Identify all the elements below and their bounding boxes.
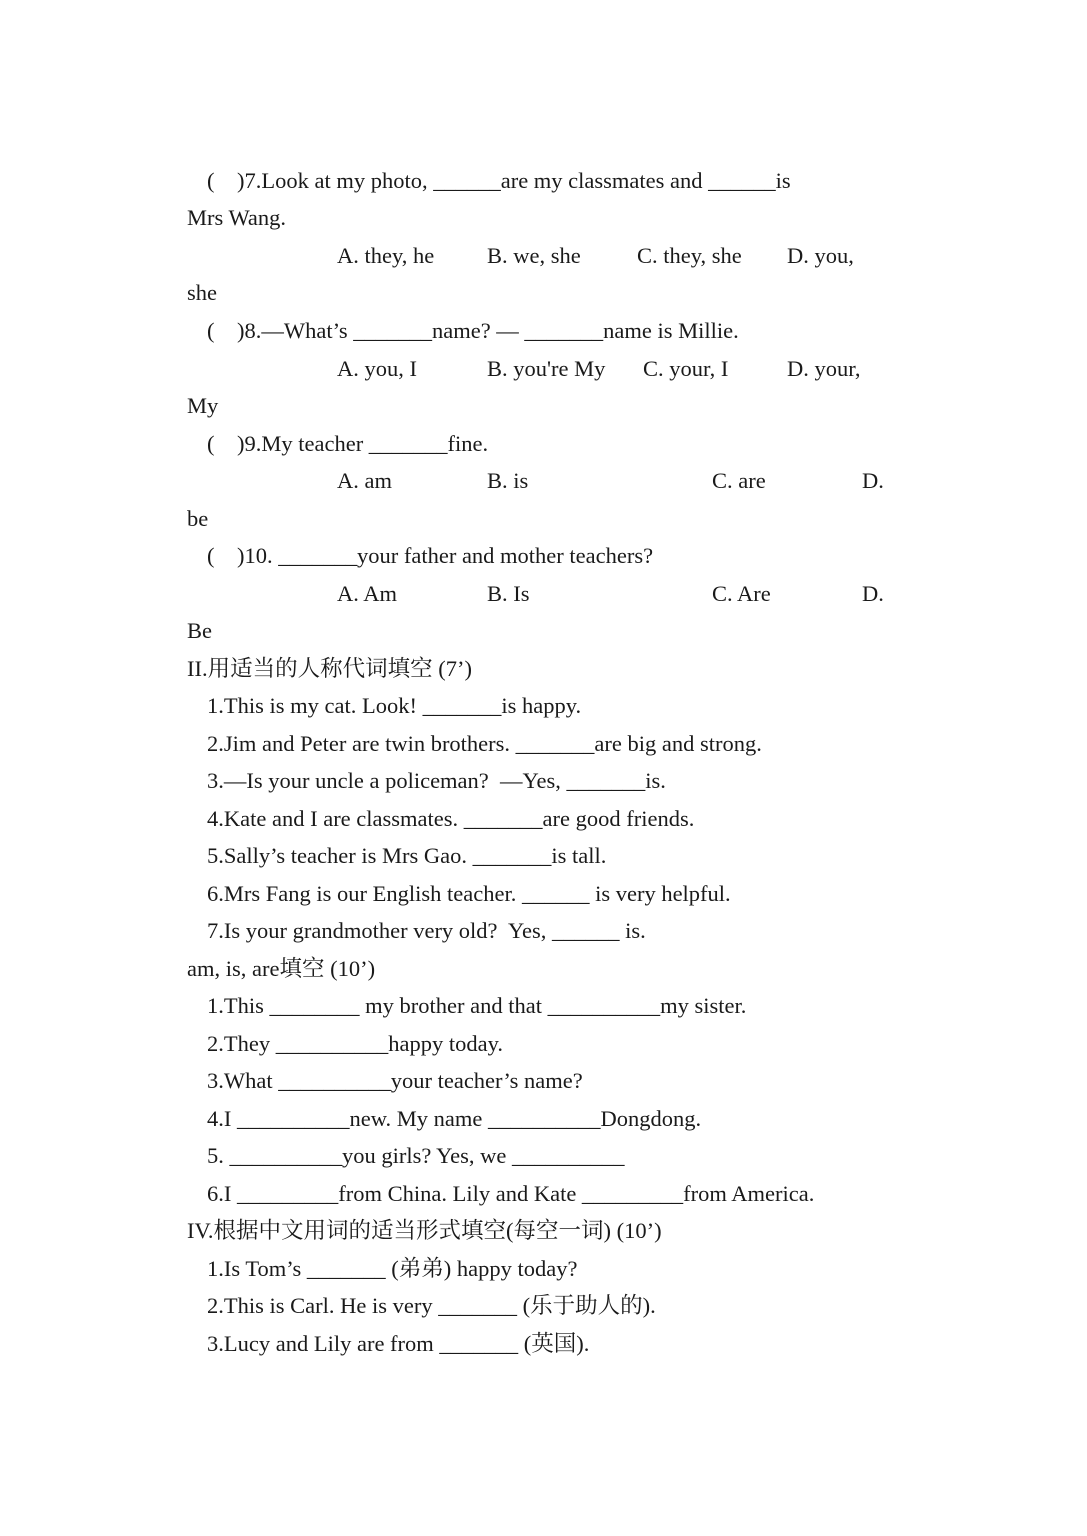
question-10-stem: ( )10. _______your father and mother teachers?	[207, 543, 654, 568]
question-7-option-b: B. we, she	[487, 243, 581, 268]
question-8-stem: ( )8.—What’s _______name? — _______name is Millie.	[207, 318, 739, 343]
section-2-title: II.用适当的人称代词填空 (7’)	[187, 656, 472, 681]
question-7-stem: ( )7.Look at my photo, ______are my classmates and ______is	[207, 168, 791, 193]
section-2-item-6: 6.Mrs Fang is our English teacher. ______ is very helpful.	[207, 881, 731, 906]
question-8-option-d: D. your,	[787, 356, 861, 381]
question-10-option-a: A. Am	[337, 581, 398, 606]
section-2-item-7: 7.Is your grandmother very old? Yes, ______ is.	[207, 918, 646, 943]
question-7-option-d: D. you,	[787, 243, 854, 268]
section-4-item-2: 2.This is Carl. He is very _______ (乐于助人的).	[207, 1293, 656, 1318]
question-10-option-cont: Be	[187, 618, 212, 643]
question-10-option-b: B. Is	[487, 581, 530, 606]
question-8-option-c: C. your, I	[643, 356, 729, 381]
section-3-item-5: 5. __________you girls? Yes, we __________	[207, 1143, 625, 1168]
section-3-item-4: 4.I __________new. My name __________Dongdong.	[207, 1106, 702, 1131]
section-4-item-3: 3.Lucy and Lily are from _______ (英国).	[207, 1331, 590, 1356]
question-7-option-cont: she	[187, 280, 217, 305]
section-4-item-1: 1.Is Tom’s _______ (弟弟) happy today?	[207, 1256, 578, 1281]
question-9-option-cont: be	[187, 506, 209, 531]
section-3-title: am, is, are填空 (10’)	[187, 956, 376, 981]
question-10-option-d: D.	[862, 581, 884, 606]
section-3-item-1: 1.This ________ my brother and that __________my sister.	[207, 993, 747, 1018]
section-4-title: IV.根据中文用词的适当形式填空(每空一词) (10’)	[187, 1218, 662, 1243]
question-9-stem: ( )9.My teacher _______fine.	[207, 431, 489, 456]
question-8-option-cont: My	[187, 393, 219, 418]
section-2-item-4: 4.Kate and I are classmates. _______are good friends.	[207, 806, 695, 831]
question-7-option-c: C. they, she	[637, 243, 742, 268]
section-2-item-3: 3.—Is your uncle a policeman? —Yes, _______is.	[207, 768, 666, 793]
question-9-option-c: C. are	[712, 468, 766, 493]
section-2-item-5: 5.Sally’s teacher is Mrs Gao. _______is tall.	[207, 843, 607, 868]
question-10-option-c: C. Are	[712, 581, 771, 606]
section-2-item-2: 2.Jim and Peter are twin brothers. _______are big and strong.	[207, 731, 762, 756]
question-7-stem-cont: Mrs Wang.	[187, 205, 287, 230]
question-9-option-b: B. is	[487, 468, 529, 493]
question-9-option-d: D.	[862, 468, 884, 493]
question-8-option-b: B. you're My	[487, 356, 606, 381]
question-7-option-a: A. they, he	[337, 243, 435, 268]
question-9-option-a: A. am	[337, 468, 392, 493]
section-3-item-6: 6.I _________from China. Lily and Kate _________from America.	[207, 1181, 815, 1206]
section-3-item-3: 3.What __________your teacher’s name?	[207, 1068, 583, 1093]
section-2-item-1: 1.This is my cat. Look! _______is happy.	[207, 693, 582, 718]
section-3-item-2: 2.They __________happy today.	[207, 1031, 503, 1056]
question-8-option-a: A. you, I	[337, 356, 417, 381]
